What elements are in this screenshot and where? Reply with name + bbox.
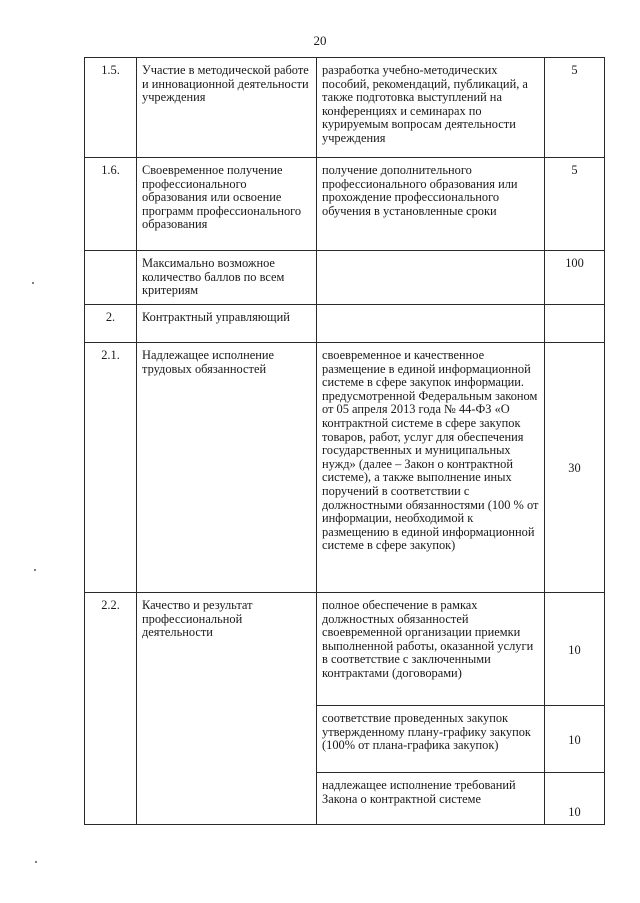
criterion-cell: Участие в методической работе и инновационной деятельности учреждения <box>137 58 317 158</box>
indicator-cell: разработка учебно-методических пособий, рекомендаций, публикаций, а также подготовка выступлений на конференциях и семинарах по курируемым вопросам деятельности учреждения <box>317 58 545 158</box>
criterion-cell: Своевременное получение профессионального образования или освоение программ профессионального образования <box>137 158 317 251</box>
indicator-cell <box>317 305 545 343</box>
criterion-cell: Контрактный управляющий <box>137 305 317 343</box>
table-row <box>85 158 605 251</box>
scan-speck <box>32 282 34 284</box>
table-row <box>85 593 605 706</box>
indicator-cell: полное обеспечение в рамках должностных обязанностей своевременной организации приемки выполненной работы, оказанной услуги в соответствие с заключенными контрактами (договорами) <box>317 593 545 706</box>
row-number: 2.2. <box>85 593 137 825</box>
table-row <box>85 343 605 593</box>
page-number: 20 <box>313 33 327 48</box>
criterion-cell: Качество и результат профессиональной деятельности <box>137 593 317 825</box>
indicator-cell: соответствие проведенных закупок утвержденному плану-графику закупок (100% от плана-графика закупок) <box>317 706 545 773</box>
row-number <box>85 251 137 305</box>
indicator-cell: надлежащее исполнение требований Закона о контрактной системе <box>317 773 545 825</box>
indicator-cell: получение дополнительного профессионального образования или прохождение профессионального обучения в установленные сроки <box>317 158 545 251</box>
criterion-cell: Максимально возможное количество баллов по всем критериям <box>137 251 317 305</box>
scan-speck <box>34 569 36 571</box>
table-row <box>85 251 605 305</box>
table-row <box>85 58 605 158</box>
score-cell: 10 <box>545 593 605 706</box>
score-cell <box>545 305 605 343</box>
table-row <box>85 305 605 343</box>
row-number: 1.6. <box>85 158 137 251</box>
indicator-cell: своевременное и качественное размещение в единой информационной системе в сфере закупок информации. предусмотренной Федеральным законом от 05 апреля 2013 года № 44-ФЗ «О контрактной системе в сфере закупок товаров, работ, услуг для обеспечения государственных и муниципальных нужд» (далее – Закон о контрактной системе), а также выполнение иных поручений в соответствии с должностными обязанностями (100 % от информации, необходимой к размещению в единой информационной системе в сфере закупок) <box>317 343 545 593</box>
score-cell: 30 <box>545 343 605 593</box>
score-cell: 10 <box>545 706 605 773</box>
criterion-cell: Надлежащее исполнение трудовых обязанностей <box>137 343 317 593</box>
score-cell: 100 <box>545 251 605 305</box>
row-number: 2. <box>85 305 137 343</box>
criteria-table <box>84 57 605 825</box>
score-cell: 5 <box>545 158 605 251</box>
scan-speck <box>35 861 37 863</box>
row-number: 2.1. <box>85 343 137 593</box>
score-cell: 5 <box>545 58 605 158</box>
indicator-cell <box>317 251 545 305</box>
score-cell: 10 <box>545 773 605 825</box>
row-number: 1.5. <box>85 58 137 158</box>
